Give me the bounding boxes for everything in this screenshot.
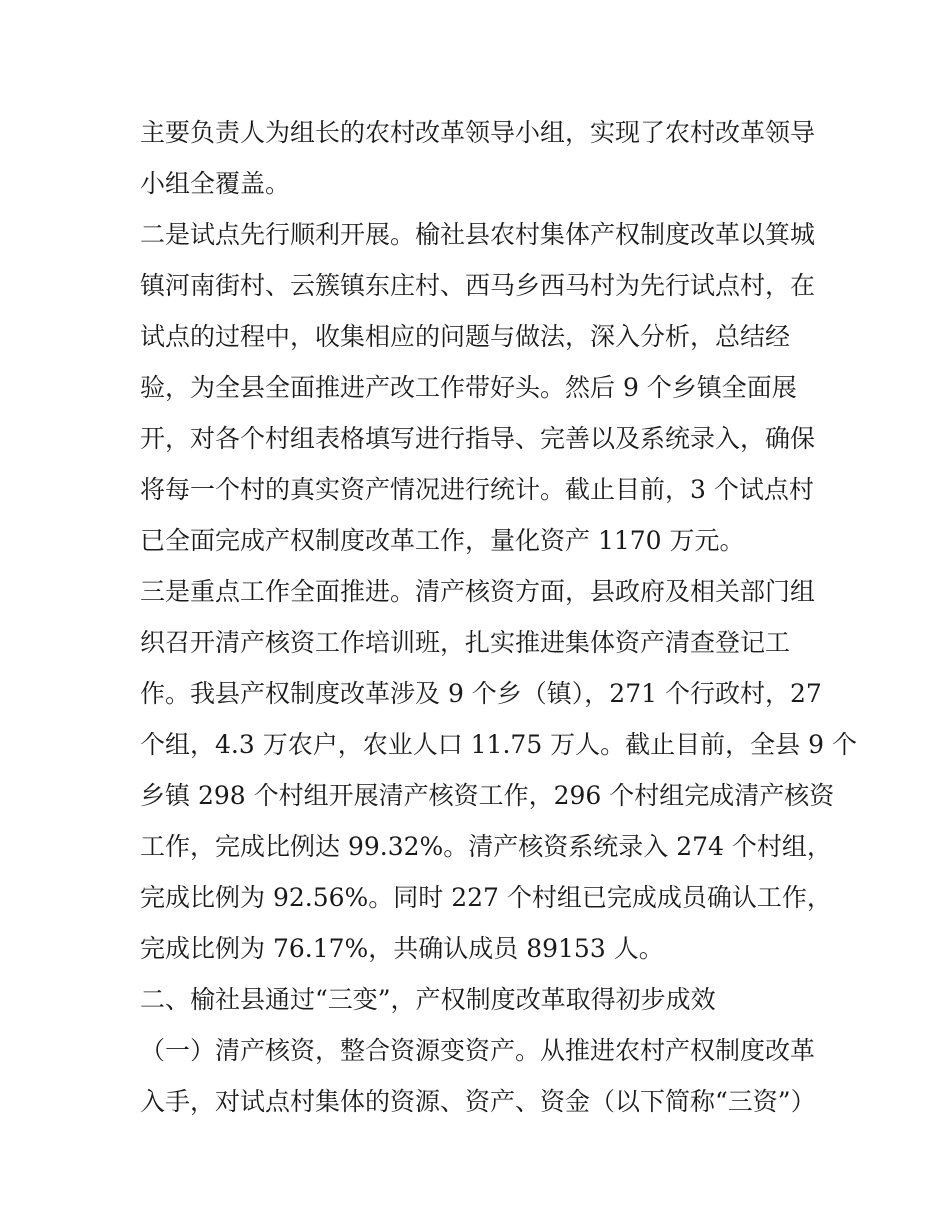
text-line: 将每一个村的真实资产情况进行统计。截止目前，3 个试点村 <box>140 475 814 504</box>
text-line: 镇河南街村、云簇镇东庄村、西马乡西马村为先行试点村，在 <box>140 271 816 300</box>
section-heading: 二、榆社县通过“三变”，产权制度改革取得初步成效 <box>140 985 716 1014</box>
text-line: 小组全覆盖。 <box>140 169 291 198</box>
text-line: 完成比例为 92.56%。同时 227 个村组已完成成员确认工作， <box>140 883 832 912</box>
text-line: 作。我县产权制度改革涉及 9 个乡（镇），271 个行政村，27 <box>140 679 822 708</box>
text-line: 工作，完成比例达 99.32%。清产核资系统录入 274 个村组， <box>140 832 832 861</box>
text-line: 试点的过程中，收集相应的问题与做法，深入分析，总结经 <box>140 322 791 351</box>
text-line: 验，为全县全面推进产改工作带好头。然后 9 个乡镇全面展 <box>140 373 797 402</box>
text-line: 三是重点工作全面推进。清产核资方面，县政府及相关部门组 <box>140 577 816 606</box>
text-line: 开，对各个村组表格填写进行指导、完善以及系统录入，确保 <box>140 424 816 453</box>
text-line: 完成比例为 76.17%，共确认成员 89153 人。 <box>140 934 664 963</box>
text-line: （一）清产核资，整合资源变资产。从推进农村产权制度改革 <box>140 1036 816 1065</box>
text-line: 个组，4.3 万农户，农业人口 11.75 万人。截止目前，全县 9 个 <box>140 730 857 759</box>
text-line: 二是试点先行顺利开展。榆社县农村集体产权制度改革以箕城 <box>140 220 816 249</box>
text-line: 已全面完成产权制度改革工作，量化资产 1170 万元。 <box>140 526 745 555</box>
body-text <box>140 107 857 1127</box>
text-line: 主要负责人为组长的农村改革领导小组，实现了农村改革领导 <box>140 118 816 147</box>
text-line: 织召开清产核资工作培训班，扎实推进集体资产清查登记工 <box>140 628 791 657</box>
text-line: 乡镇 298 个村组开展清产核资工作，296 个村组完成清产核资 <box>140 781 835 810</box>
text-line: 入手，对试点村集体的资源、资产、资金（以下简称“三资”） <box>140 1087 816 1116</box>
